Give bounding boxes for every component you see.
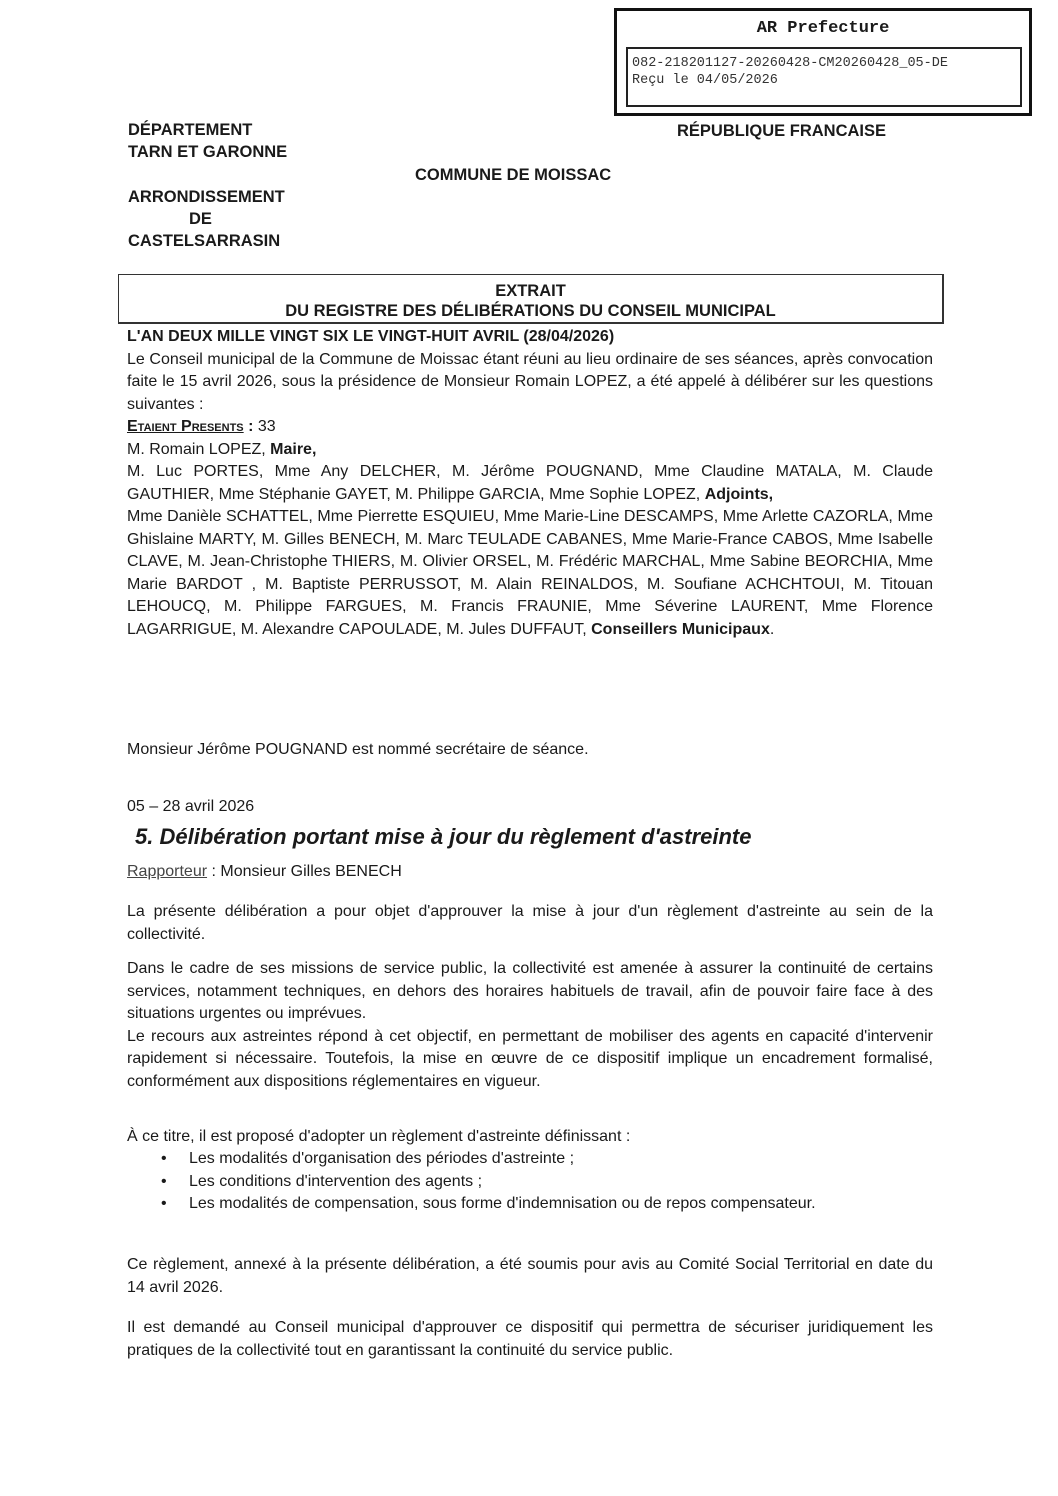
presents-separator: : xyxy=(243,418,258,435)
astreinte-bullet-list xyxy=(127,1148,933,1216)
session-intro: Le Conseil municipal de la Commune de Moissac étant réuni au lieu ordinaire de ses séances, après convocation faite le 15 avril 2026, sous la présidence de Monsieur Romain LOPEZ, a été appelé à délibérer sur les questions suivantes : xyxy=(127,350,933,413)
paragraph-1: La présente délibération a pour objet d'approuver la mise à jour d'un règlement d'astreinte au sein de la collectivité. xyxy=(127,903,933,943)
rapporteur-value: : Monsieur Gilles BENECH xyxy=(207,863,402,880)
departement-label: DÉPARTEMENT xyxy=(128,121,253,139)
deliberation-number: 5. xyxy=(135,824,154,849)
rapporteur-label: Rapporteur xyxy=(127,863,208,880)
adjoints-role: Adjoints, xyxy=(704,485,774,503)
stamp-title: AR Prefecture xyxy=(756,19,890,38)
ar-prefecture-stamp xyxy=(614,8,1032,116)
deliberation-title-text: Délibération portant mise à jour du règlement d'astreinte xyxy=(159,824,752,849)
extrait-title-box xyxy=(118,274,944,324)
bullet-dot: • xyxy=(161,1150,167,1167)
presents-line xyxy=(127,416,933,439)
secretaire-line: Monsieur Jérôme POUGNAND est nommé secrétaire de séance. xyxy=(127,741,589,758)
conseillers-line xyxy=(127,506,933,641)
stamp-reference: 082-218201127-20260428-CM20260428_05-DE xyxy=(632,56,948,71)
rapporteur-line xyxy=(127,861,933,884)
paragraph-6: Il est demandé au Conseil municipal d'approuver ce dispositif qui permettra de sécuriser juridiquement les pratiques de la collectivité tout en garantissant la continuité du service public. xyxy=(127,1319,933,1359)
conseillers-end: . xyxy=(769,620,775,638)
deliberation-title xyxy=(135,824,752,850)
republique-label: RÉPUBLIQUE FRANCAISE xyxy=(677,122,887,140)
session-block xyxy=(127,326,933,641)
deliberation-ref-date: 05 – 28 avril 2026 xyxy=(127,798,255,815)
departement-block xyxy=(128,119,287,163)
paragraph-4: À ce titre, il est proposé d'adopter un règlement d'astreinte définissant : xyxy=(127,1128,631,1145)
conseillers-names: Mme Danièle SCHATTEL, Mme Pierrette ESQUIEU, Mme Marie-Line DESCAMPS, Mme Arlette CAZORLA, Mme Ghislaine MARTY, M. Gilles BENECH, M. Marc TEULADE CABANES, Mme Marie-France CABOS, Mme Isabelle CLAVE, M. Jean-Christophe THIERS, M. Olivier ORSEL, M. Frédéric MARCHAL, Mme Sabine BEORCHIA, Mme Marie BARDOT , M. Baptiste PERRUSSOT, M. Alain REINALDOS, M. Soufiane ACHCHTOUI, M. Titouan LEHOUCQ, M. Philippe FARGUES, M. Francis FRAUNIE, Mme Séverine LAURENT, Mme Florence LAGARRIGUE, M. Alexandre CAPOULADE, M. Jules DUFFAUT, xyxy=(127,508,933,638)
paragraph-5: Ce règlement, annexé à la présente délibération, a été soumis pour avis au Comité Social Territorial en date du 14 avril 2026. xyxy=(127,1256,933,1296)
paragraph-3: Le recours aux astreintes répond à cet objectif, en permettant de mobiliser des agents en capacité d'intervenir rapidement si nécessaire. Toutefois, la mise en œuvre de ce dispositif implique un encadrement formalisé, conformément aux dispositions réglementaires en vigueur. xyxy=(127,1027,933,1090)
adjoints-line xyxy=(127,461,933,506)
maire-role: Maire, xyxy=(270,440,317,458)
stamp-received-date: Reçu le 04/05/2026 xyxy=(632,73,778,88)
maire-name: M. Romain LOPEZ, xyxy=(127,440,271,458)
departement-name: TARN ET GARONNE xyxy=(128,143,288,161)
bullet-dot: • xyxy=(161,1172,167,1190)
list-item: • Les modalités d'organisation des périodes d'astreinte ; xyxy=(127,1148,933,1171)
list-item: • Les conditions d'intervention des agents ; xyxy=(127,1171,933,1194)
paragraph-2: Dans le cadre de ses missions de service public, la collectivité est amenée à assurer la continuité de certains services, notamment techniques, en dehors des horaires habituels de travail, afin de pouvoir faire face à des situations urgentes ou imprévues. xyxy=(127,960,933,1022)
conseillers-role: Conseillers Municipaux xyxy=(591,620,770,638)
registre-title: DU REGISTRE DES DÉLIBÉRATIONS DU CONSEIL MUNICIPAL xyxy=(285,302,776,320)
commune-label: COMMUNE DE MOISSAC xyxy=(415,166,612,184)
arrondissement-name: CASTELSARRASIN xyxy=(128,232,281,250)
presents-count: 33 xyxy=(257,418,276,435)
arrondissement-block xyxy=(128,186,285,252)
session-date-line: L'AN DEUX MILLE VINGT SIX LE VINGT-HUIT AVRIL (28/04/2026) xyxy=(127,328,615,345)
adjoints-names: M. Luc PORTES, Mme Any DELCHER, M. Jérôme POUGNAND, Mme Claudine MATALA, M. Claude GAUTHIER, Mme Stéphanie GAYET, M. Philippe GARCIA, Mme Sophie LOPEZ, xyxy=(127,463,933,503)
maire-line xyxy=(127,439,933,462)
list-item: • Les modalités de compensation, sous forme d'indemnisation ou de repos compensateur. xyxy=(127,1193,933,1216)
arrondissement-de: DE xyxy=(189,210,212,228)
arrondissement-label: ARRONDISSEMENT xyxy=(128,188,285,206)
bullet-dot: • xyxy=(161,1195,167,1212)
presents-label: Etaient Presents xyxy=(127,418,244,435)
paragraph-2-3 xyxy=(127,958,933,1093)
stamp-details xyxy=(626,47,1022,107)
extrait-title: EXTRAIT xyxy=(495,282,566,300)
